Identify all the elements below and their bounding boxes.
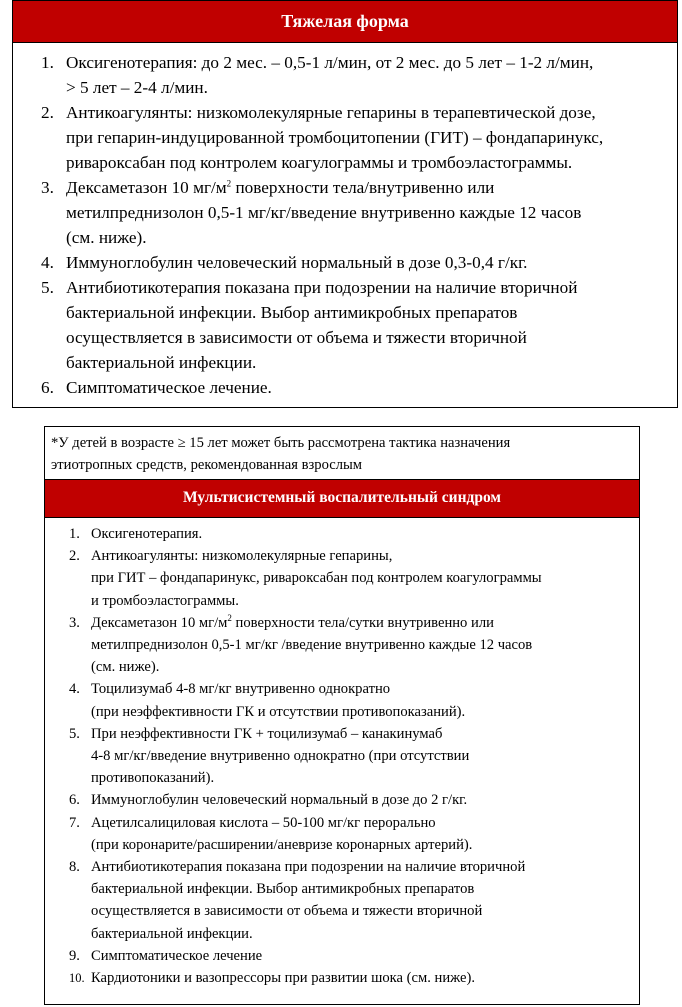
superscript: 2: [227, 612, 232, 623]
list-item-text: Тоцилизумаб 4-8 мг/кг внутривенно однократно (при неэффективности ГК и отсутствии противопоказаний).: [91, 681, 466, 720]
list-item: [13, 175, 677, 250]
list-item-text: Иммуноглобулин человеческий нормальный в дозе до 2 г/кг.: [91, 792, 468, 809]
list-item-number: 1.: [69, 526, 80, 542]
list-item-number: 4.: [41, 253, 54, 272]
list-item: [45, 523, 639, 545]
list-item: [13, 50, 677, 100]
severe-form-box: [12, 0, 678, 408]
severe-form-list: [13, 43, 677, 400]
list-item: [45, 723, 639, 790]
list-item: [45, 678, 639, 722]
list-item-text: Кардиотоники и вазопрессоры при развитии шока (см. ниже).: [91, 970, 476, 987]
list-item-text: Антибиотикотерапия показана при подозрении на наличие вторичной бактериальной инфекции. Выбор антимикробных препаратов осуществляется в зависимости от объема и тяжести вторичной бактериальной инфекции.: [66, 278, 578, 372]
list-item: [45, 856, 639, 945]
mis-list: [45, 518, 639, 989]
list-item-text: Антикоагулянты: низкомолекулярные гепарины, при ГИТ – фондапаринукс, ривароксабан под контролем коагулограммы и тромбоэластограммы.: [91, 548, 542, 609]
list-item: [45, 789, 639, 811]
list-item-number: 3.: [41, 178, 54, 197]
mis-box: [44, 426, 640, 1005]
list-item-number: 1.: [41, 53, 54, 72]
list-item-number: 6.: [69, 792, 80, 809]
list-item-text-post: поверхности тела/внутривенно или метилпреднизолон 0,5-1 мг/кг/введение внутривенно каждые 12 часов (см. ниже).: [66, 178, 582, 247]
list-item-text: При неэффективности ГК + тоцилизумаб – канакинумаб 4-8 мг/кг/введение внутривенно однократно (при отсутствии противопоказаний).: [91, 725, 470, 787]
list-item-number: 6.: [41, 378, 54, 397]
list-item: [13, 375, 677, 400]
list-item-text: Оксигенотерапия: до 2 мес. – 0,5-1 л/мин, от 2 мес. до 5 лет – 1-2 л/мин, > 5 лет – 2-4 л/мин.: [66, 53, 594, 97]
list-item-text: Оксигенотерапия.: [91, 526, 203, 542]
list-item: [13, 250, 677, 275]
list-item-text: Антибиотикотерапия показана при подозрении на наличие вторичной бактериальной инфекции. Выбор антимикробных препаратов осуществляется в зависимости от объема и тяжести вторичной бактериальной инфекции.: [91, 859, 526, 942]
list-item-text: Симптоматическое лечение.: [66, 378, 272, 397]
list-item-number: 10.: [69, 971, 85, 986]
list-item-number: 4.: [69, 681, 80, 698]
list-item-text: [66, 178, 581, 247]
list-item: [45, 612, 639, 679]
list-item: [45, 967, 639, 989]
list-item-number: 5.: [69, 725, 80, 742]
list-item-number: 2.: [41, 103, 54, 122]
list-item-text: [91, 612, 533, 676]
list-item-number: 5.: [41, 278, 54, 297]
list-item-text-post: поверхности тела/сутки внутривенно или метилпреднизолон 0,5-1 мг/кг /введение внутривенно каждые 12 часов (см. ниже).: [91, 614, 533, 676]
age-note: *У детей в возрасте ≥ 15 лет может быть рассмотрена тактика назначения этиотропных средств, рекомендованная взрослым: [51, 435, 511, 473]
list-item-text-pre: Дексаметазон 10 мг/м: [91, 614, 228, 631]
list-item-text: Ацетилсалициловая кислота – 50-100 мг/кг перорально (при коронарите/расширении/аневризе коронарных артерий).: [91, 814, 473, 853]
list-item-number: 8.: [69, 859, 80, 876]
list-item: [45, 812, 639, 856]
list-item: [13, 100, 677, 175]
severe-form-title: Тяжелая форма: [13, 1, 677, 43]
list-item: [45, 945, 639, 967]
list-item: [13, 275, 677, 375]
list-item-number: 3.: [69, 614, 80, 631]
mis-title: Мультисистемный воспалительный синдром: [45, 479, 639, 518]
superscript: 2: [226, 178, 232, 189]
list-item-text-pre: Дексаметазон 10 мг/м: [66, 178, 227, 197]
list-item-number: 2.: [69, 548, 80, 565]
list-item-text: Антикоагулянты: низкомолекулярные гепарины в терапевтической дозе, при гепарин-индуцированной тромбоцитопении (ГИТ) – фондапаринукс, ривароксабан под контролем коагулограммы и тромбоэластограммы.: [66, 103, 604, 172]
list-item-number: 7.: [69, 814, 80, 831]
list-item-number: 9.: [69, 947, 80, 964]
list-item-text: Симптоматическое лечение: [91, 947, 263, 964]
list-item-text: Иммуноглобулин человеческий нормальный в дозе 0,3-0,4 г/кг.: [66, 253, 528, 272]
list-item: [45, 545, 639, 612]
